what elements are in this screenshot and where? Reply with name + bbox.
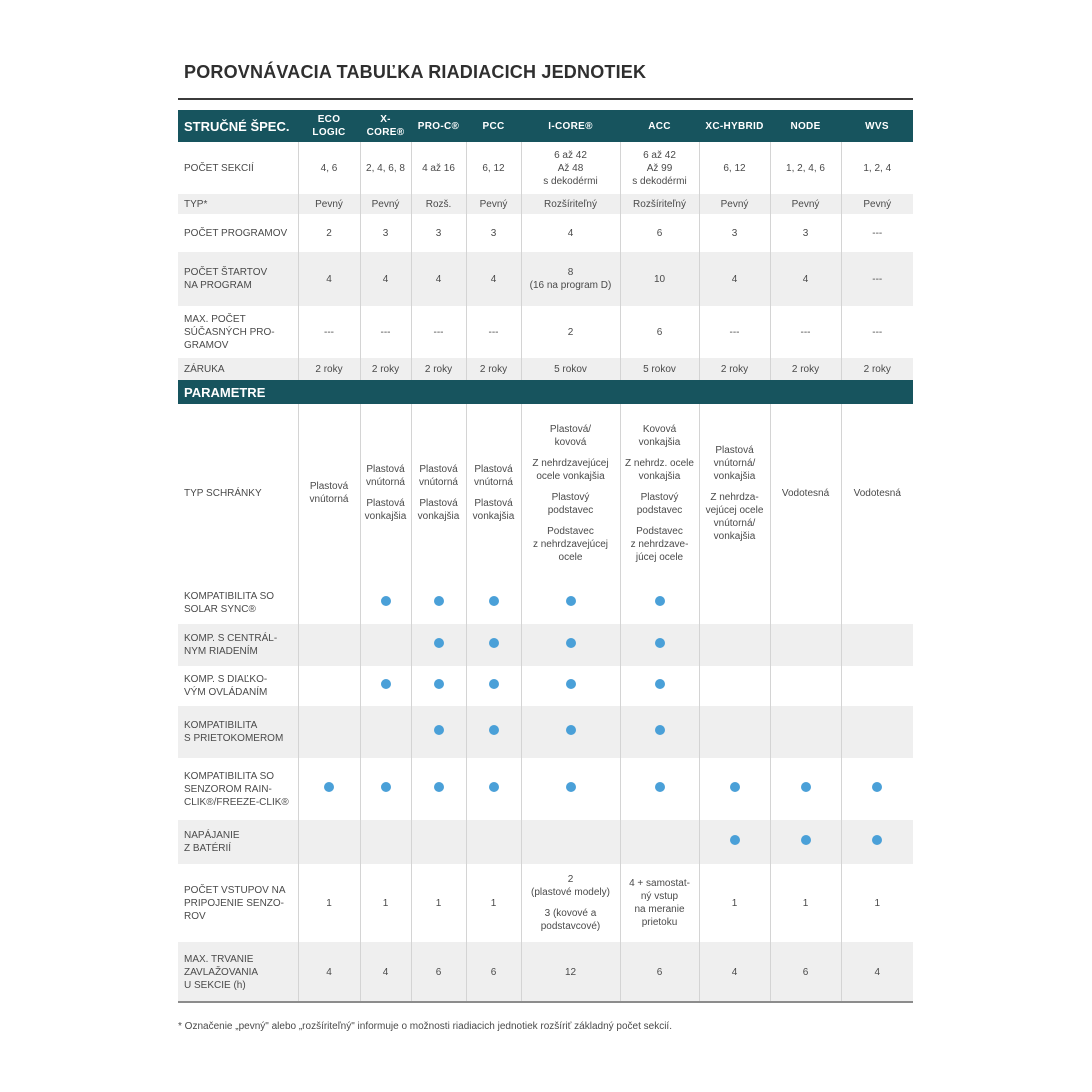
cell-node	[770, 666, 841, 706]
row-remote-control	[178, 666, 913, 706]
cell-xc-hybrid	[699, 820, 770, 864]
row-label: MAX. POČET SÚČASNÝCH PRO- GRAMOV	[184, 313, 275, 351]
cell-pro-c: 1	[411, 864, 466, 942]
comparison-table	[178, 110, 913, 1002]
cell-acc: 4 + samostat- ný vstup na meranie prietoku	[620, 864, 699, 942]
cell-eco-logic	[298, 820, 360, 864]
cell-pcc: 6, 12	[466, 142, 521, 194]
cell-acc	[620, 820, 699, 864]
row-label: POČET SEKCIÍ	[184, 162, 254, 174]
cell-xc-hybrid: 3	[699, 214, 770, 252]
cell-acc: Kovová vonkajšia Z nehrdz. ocele vonkajšia Plastový podstavec Podstavec z nehrdzave- júcej ocele	[620, 404, 699, 582]
cell-x-core	[360, 820, 411, 864]
cell-pcc: Pevný	[466, 194, 521, 214]
feature-dot	[324, 782, 334, 792]
cell-acc: Rozšíriteľný	[620, 194, 699, 214]
row-label: ZÁRUKA	[178, 358, 298, 380]
cell-xc-hybrid: ---	[699, 306, 770, 358]
cell-pcc	[466, 758, 521, 820]
cell-wvs: 4	[841, 942, 913, 1002]
column-header-acc: ACC	[620, 110, 699, 142]
cell-acc: 6	[620, 942, 699, 1002]
feature-dot	[566, 725, 576, 735]
row-label: POČET VSTUPOV NA PRIPOJENIE SENZO- ROV	[184, 884, 286, 922]
footnote: * Označenie „pevný" alebo „rozšíriteľný" informuje o možnosti riadiacich jednotiek rozšíriť základný počet sekcií.	[178, 1021, 672, 1032]
cell-node: Vodotesná	[770, 404, 841, 582]
row-label: POČET PROGRAMOV	[184, 227, 288, 239]
cell-eco-logic: Plastová vnútorná	[298, 404, 360, 582]
cell-x-core: 2 roky	[360, 358, 411, 380]
feature-dot	[566, 596, 576, 606]
cell-x-core	[360, 624, 411, 666]
feature-dot	[801, 782, 811, 792]
cell-eco-logic: 4	[298, 252, 360, 306]
feature-dot	[489, 782, 499, 792]
cell-pro-c	[411, 582, 466, 624]
cell-wvs: 1, 2, 4	[841, 142, 913, 194]
cell-pcc	[466, 820, 521, 864]
cell-xc-hybrid	[699, 624, 770, 666]
cell-x-core	[360, 582, 411, 624]
cell-i-core: Rozšíriteľný	[521, 194, 620, 214]
cell-acc	[620, 706, 699, 758]
cell-pro-c: 3	[411, 214, 466, 252]
feature-dot	[655, 638, 665, 648]
cell-wvs: Pevný	[841, 194, 913, 214]
cell-pro-c: 6	[411, 942, 466, 1002]
table-bottom-rule	[178, 1001, 913, 1003]
column-header-eco-logic: ECO LOGIC	[298, 110, 360, 142]
cell-pro-c	[411, 624, 466, 666]
feature-dot	[381, 596, 391, 606]
cell-acc: 6	[620, 306, 699, 358]
feature-dot	[655, 782, 665, 792]
cell-pcc: 3	[466, 214, 521, 252]
cell-eco-logic	[298, 624, 360, 666]
cell-node: 2 roky	[770, 358, 841, 380]
row-label: KOMPATIBILITA SO SENZOROM RAIN- CLIK®/FREEZE-CLIK®	[184, 770, 289, 808]
cell-pro-c: Rozš.	[411, 194, 466, 214]
cell-eco-logic: ---	[298, 306, 360, 358]
cell-xc-hybrid: 2 roky	[699, 358, 770, 380]
cell-pcc	[466, 666, 521, 706]
cell-xc-hybrid: 4	[699, 252, 770, 306]
cell-x-core	[360, 666, 411, 706]
cell-acc	[620, 624, 699, 666]
cell-i-core	[521, 666, 620, 706]
cell-acc	[620, 582, 699, 624]
cell-wvs	[841, 624, 913, 666]
feature-dot	[434, 725, 444, 735]
row-max-duration	[178, 942, 913, 1002]
cell-x-core: 2, 4, 6, 8	[360, 142, 411, 194]
row-central-control	[178, 624, 913, 666]
cell-pcc: ---	[466, 306, 521, 358]
cell-eco-logic	[298, 582, 360, 624]
feature-dot	[434, 596, 444, 606]
cell-pcc	[466, 582, 521, 624]
cell-i-core: Plastová/ kovová Z nehrdzavejúcej ocele vonkajšia Plastový podstavec Podstavec z nehrdzavejúcej ocele	[521, 404, 620, 582]
cell-wvs	[841, 582, 913, 624]
cell-eco-logic: 4	[298, 942, 360, 1002]
cell-x-core: 4	[360, 252, 411, 306]
cell-pro-c: 4 až 16	[411, 142, 466, 194]
cell-x-core: Plastová vnútorná Plastová vonkajšia	[360, 404, 411, 582]
feature-dot	[655, 596, 665, 606]
cell-i-core	[521, 820, 620, 864]
row-label: KOMPATIBILITA SO SOLAR SYNC®	[184, 591, 275, 615]
cell-i-core	[521, 758, 620, 820]
cell-xc-hybrid: Plastová vnútorná/ vonkajšia Z nehrdza- vejúcej ocele vnútorná/ vonkajšia	[699, 404, 770, 582]
feature-dot	[566, 782, 576, 792]
cell-wvs	[841, 820, 913, 864]
cell-pcc	[466, 706, 521, 758]
cell-xc-hybrid	[699, 582, 770, 624]
row-simultaneous	[178, 306, 913, 358]
cell-acc: 5 rokov	[620, 358, 699, 380]
cell-node: 4	[770, 252, 841, 306]
cell-i-core: 5 rokov	[521, 358, 620, 380]
cell-node: 1, 2, 4, 6	[770, 142, 841, 194]
cell-eco-logic: Pevný	[298, 194, 360, 214]
cell-acc: 10	[620, 252, 699, 306]
page-title: POROVNÁVACIA TABUĽKA RIADIACICH JEDNOTIEK	[184, 62, 647, 82]
cell-i-core: 6 až 42 Až 48 s dekodérmi	[521, 142, 620, 194]
cell-x-core: ---	[360, 306, 411, 358]
row-starts	[178, 252, 913, 306]
cell-eco-logic	[298, 666, 360, 706]
feature-dot	[434, 638, 444, 648]
cell-xc-hybrid: 4	[699, 942, 770, 1002]
cell-xc-hybrid	[699, 706, 770, 758]
feature-dot	[872, 782, 882, 792]
cell-x-core	[360, 758, 411, 820]
row-type	[178, 194, 913, 214]
feature-dot	[872, 835, 882, 845]
row-label: KOMPATIBILITA S PRIETOKOMEROM	[178, 706, 298, 758]
column-header-pro-c: PRO-C®	[411, 110, 466, 142]
cell-xc-hybrid	[699, 758, 770, 820]
cell-node	[770, 582, 841, 624]
cell-i-core: 8 (16 na program D)	[521, 252, 620, 306]
feature-dot	[434, 782, 444, 792]
row-label: KOMP. S CENTRÁL- NYM RIADENÍM	[178, 624, 298, 666]
cell-x-core: Pevný	[360, 194, 411, 214]
cell-pcc: 2 roky	[466, 358, 521, 380]
feature-dot	[801, 835, 811, 845]
cell-i-core: 2 (plastové modely) 3 (kovové a podstavcové)	[521, 864, 620, 942]
row-battery	[178, 820, 913, 864]
cell-wvs: ---	[841, 214, 913, 252]
feature-dot	[730, 782, 740, 792]
cell-pcc	[466, 624, 521, 666]
feature-dot	[566, 679, 576, 689]
cell-wvs: ---	[841, 306, 913, 358]
cell-pro-c: Plastová vnútorná Plastová vonkajšia	[411, 404, 466, 582]
feature-dot	[489, 638, 499, 648]
cell-eco-logic	[298, 706, 360, 758]
feature-dot	[655, 725, 665, 735]
row-sensor-inputs	[178, 864, 913, 942]
cell-xc-hybrid: 1	[699, 864, 770, 942]
row-section-count	[178, 142, 913, 194]
row-label: MAX. TRVANIE ZAVLAŽOVANIA U SEKCIE (h)	[178, 942, 298, 1002]
cell-node: 3	[770, 214, 841, 252]
header-label: STRUČNÉ ŠPEC.	[178, 110, 298, 142]
cell-wvs: Vodotesná	[841, 404, 913, 582]
cell-pro-c	[411, 666, 466, 706]
column-header-i-core: I-CORE®	[521, 110, 620, 142]
column-header-node: NODE	[770, 110, 841, 142]
column-header-xc-hybrid: XC-HYBRID	[699, 110, 770, 142]
cell-i-core	[521, 706, 620, 758]
cell-x-core: 4	[360, 942, 411, 1002]
cell-wvs	[841, 666, 913, 706]
cell-eco-logic: 2	[298, 214, 360, 252]
cell-pro-c: 2 roky	[411, 358, 466, 380]
header-row	[178, 110, 913, 142]
cell-i-core: 2	[521, 306, 620, 358]
cell-wvs	[841, 706, 913, 758]
cell-x-core	[360, 706, 411, 758]
feature-dot	[489, 725, 499, 735]
row-sensor	[178, 758, 913, 820]
cell-pro-c	[411, 820, 466, 864]
column-header-pcc: PCC	[466, 110, 521, 142]
row-label: TYP*	[178, 194, 298, 214]
cell-acc: 6	[620, 214, 699, 252]
feature-dot	[489, 679, 499, 689]
cell-wvs	[841, 758, 913, 820]
cell-node	[770, 820, 841, 864]
cell-eco-logic: 4, 6	[298, 142, 360, 194]
row-label: KOMP. S DIAĽKO- VÝM OVLÁDANÍM	[184, 674, 268, 698]
feature-dot	[566, 638, 576, 648]
cell-xc-hybrid: 6, 12	[699, 142, 770, 194]
row-solar-sync	[178, 582, 913, 624]
cell-wvs: ---	[841, 252, 913, 306]
cell-acc: 6 až 42 Až 99 s dekodérmi	[620, 142, 699, 194]
cell-i-core: 4	[521, 214, 620, 252]
cell-node	[770, 758, 841, 820]
cell-node: 6	[770, 942, 841, 1002]
cell-acc	[620, 758, 699, 820]
feature-dot	[489, 596, 499, 606]
cell-pro-c: ---	[411, 306, 466, 358]
cell-x-core: 3	[360, 214, 411, 252]
cell-wvs: 2 roky	[841, 358, 913, 380]
cell-pcc: 6	[466, 942, 521, 1002]
feature-dot	[434, 679, 444, 689]
cell-i-core	[521, 582, 620, 624]
parameters-band	[178, 380, 913, 404]
cell-node	[770, 624, 841, 666]
cell-pcc: 1	[466, 864, 521, 942]
cell-i-core	[521, 624, 620, 666]
feature-dot	[655, 679, 665, 689]
parameters-title: PARAMETRE	[178, 380, 913, 404]
cell-xc-hybrid	[699, 666, 770, 706]
feature-dot	[381, 679, 391, 689]
row-programs	[178, 214, 913, 252]
row-label: POČET ŠTARTOV NA PROGRAM	[178, 252, 298, 306]
cell-pro-c: 4	[411, 252, 466, 306]
cell-pro-c	[411, 758, 466, 820]
feature-dot	[381, 782, 391, 792]
cell-eco-logic: 2 roky	[298, 358, 360, 380]
cell-pro-c	[411, 706, 466, 758]
cell-node	[770, 706, 841, 758]
feature-dot	[730, 835, 740, 845]
cell-xc-hybrid: Pevný	[699, 194, 770, 214]
row-enclosure	[178, 404, 913, 582]
cell-acc	[620, 666, 699, 706]
row-flow-meter	[178, 706, 913, 758]
row-label: NAPÁJANIE Z BATÉRIÍ	[178, 820, 298, 864]
cell-eco-logic: 1	[298, 864, 360, 942]
row-label: TYP SCHRÁNKY	[184, 487, 262, 499]
cell-node: 1	[770, 864, 841, 942]
cell-node: ---	[770, 306, 841, 358]
column-header-x-core: X-CORE®	[360, 110, 411, 142]
cell-pcc: Plastová vnútorná Plastová vonkajšia	[466, 404, 521, 582]
column-header-wvs: WVS	[841, 110, 913, 142]
cell-node: Pevný	[770, 194, 841, 214]
cell-wvs: 1	[841, 864, 913, 942]
cell-i-core: 12	[521, 942, 620, 1002]
cell-eco-logic	[298, 758, 360, 820]
title-divider	[178, 98, 913, 100]
row-warranty	[178, 358, 913, 380]
cell-pcc: 4	[466, 252, 521, 306]
cell-x-core: 1	[360, 864, 411, 942]
